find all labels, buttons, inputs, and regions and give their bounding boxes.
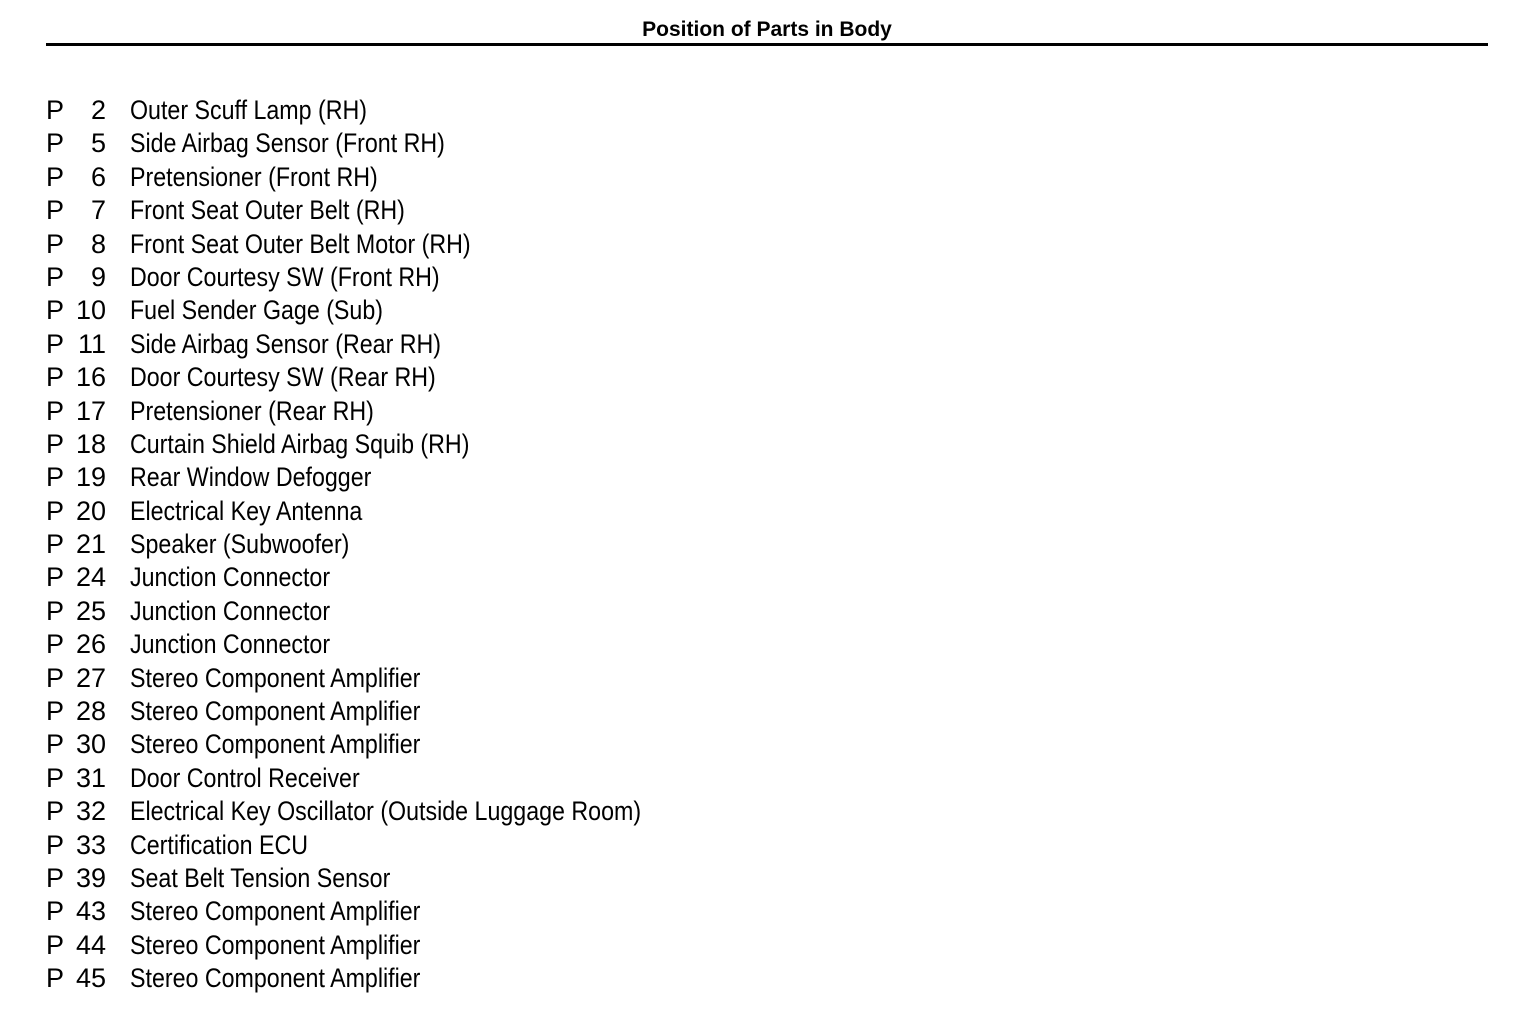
part-row — [46, 461, 946, 494]
part-prefix: P — [46, 295, 65, 326]
part-prefix: P — [46, 662, 65, 693]
part-number: 45 — [75, 963, 106, 994]
part-number: 16 — [75, 362, 106, 393]
part-number: 9 — [90, 261, 106, 292]
part-row — [46, 395, 946, 428]
part-name: Pretensioner (Front RH) — [130, 161, 378, 192]
part-row — [46, 228, 946, 261]
part-name: Front Seat Outer Belt Motor (RH) — [130, 228, 471, 259]
part-number: 6 — [90, 161, 106, 192]
part-number: 5 — [90, 128, 106, 159]
part-name: Electrical Key Antenna — [130, 495, 363, 526]
part-name: Door Control Receiver — [130, 762, 360, 793]
part-name: Rear Window Defogger — [130, 462, 372, 493]
part-row — [46, 495, 946, 528]
page-header — [46, 0, 1488, 46]
part-name: Outer Scuff Lamp (RH) — [130, 95, 368, 125]
part-prefix: P — [46, 395, 65, 426]
part-row — [46, 829, 946, 862]
part-prefix: P — [46, 462, 65, 493]
part-row — [46, 361, 946, 394]
part-row — [46, 127, 946, 160]
part-row — [46, 728, 946, 761]
part-number: 33 — [75, 829, 106, 860]
part-prefix: P — [46, 963, 65, 994]
part-prefix: P — [46, 762, 65, 793]
part-row — [46, 294, 946, 327]
part-prefix: P — [46, 929, 65, 960]
part-row — [46, 895, 946, 928]
part-prefix: P — [46, 128, 65, 159]
part-row — [46, 695, 946, 728]
part-prefix: P — [46, 362, 65, 393]
part-row — [46, 328, 946, 361]
part-name: Certification ECU — [130, 829, 309, 860]
part-row — [46, 962, 946, 995]
part-number: 44 — [75, 929, 106, 960]
part-number: 21 — [75, 529, 106, 560]
part-number: 27 — [75, 662, 106, 693]
part-number: 19 — [75, 462, 106, 493]
part-number: 39 — [75, 862, 106, 893]
part-name: Seat Belt Tension Sensor — [130, 862, 391, 893]
part-prefix: P — [46, 529, 65, 560]
part-number: 17 — [75, 395, 106, 426]
parts-list — [46, 94, 946, 996]
part-number: 10 — [75, 295, 106, 326]
part-row — [46, 929, 946, 962]
part-prefix: P — [46, 428, 65, 459]
page-title: Position of Parts in Body — [642, 18, 892, 41]
part-number: 32 — [75, 796, 106, 827]
part-prefix: P — [46, 595, 65, 626]
part-name: Stereo Component Amplifier — [130, 896, 421, 927]
part-prefix: P — [46, 696, 65, 727]
part-number: 7 — [90, 195, 106, 226]
part-row — [46, 662, 946, 695]
part-number: 30 — [75, 729, 106, 760]
part-name: Stereo Component Amplifier — [130, 963, 421, 994]
part-name: Side Airbag Sensor (Front RH) — [130, 128, 445, 159]
part-row — [46, 94, 946, 127]
part-prefix: P — [46, 161, 65, 192]
part-name: Stereo Component Amplifier — [130, 729, 421, 760]
part-number: 20 — [75, 495, 106, 526]
part-prefix: P — [46, 862, 65, 893]
part-name: Junction Connector — [130, 595, 331, 626]
part-number: 11 — [77, 328, 106, 359]
part-number: 24 — [75, 562, 106, 593]
part-prefix: P — [46, 95, 65, 125]
part-name: Side Airbag Sensor (Rear RH) — [130, 328, 442, 359]
part-name: Door Courtesy SW (Rear RH) — [130, 362, 436, 393]
part-prefix: P — [46, 562, 65, 593]
part-prefix: P — [46, 796, 65, 827]
part-name: Fuel Sender Gage (Sub) — [130, 295, 383, 326]
part-number: 28 — [75, 696, 106, 727]
part-number: 2 — [90, 95, 106, 125]
part-number: 26 — [75, 629, 106, 660]
part-row — [46, 428, 946, 461]
part-row — [46, 161, 946, 194]
part-prefix: P — [46, 629, 65, 660]
part-name: Front Seat Outer Belt (RH) — [130, 195, 405, 226]
part-row — [46, 528, 946, 561]
part-name: Junction Connector — [130, 562, 331, 593]
part-prefix: P — [46, 896, 65, 927]
part-number: 25 — [75, 595, 106, 626]
part-name: Pretensioner (Rear RH) — [130, 395, 374, 426]
part-row — [46, 261, 946, 294]
part-prefix: P — [46, 829, 65, 860]
part-name: Electrical Key Oscillator (Outside Luggage Room) — [130, 796, 642, 827]
part-prefix: P — [46, 495, 65, 526]
part-row — [46, 628, 946, 661]
part-name: Speaker (Subwoofer) — [130, 529, 350, 560]
part-number: 8 — [90, 228, 106, 259]
part-row — [46, 762, 946, 795]
part-row — [46, 595, 946, 628]
part-prefix: P — [46, 729, 65, 760]
part-row — [46, 862, 946, 895]
part-prefix: P — [46, 261, 65, 292]
part-row — [46, 194, 946, 227]
part-number: 43 — [75, 896, 106, 927]
part-row — [46, 561, 946, 594]
part-name: Stereo Component Amplifier — [130, 929, 421, 960]
part-name: Junction Connector — [130, 629, 331, 660]
part-row — [46, 795, 946, 828]
part-number: 31 — [75, 762, 106, 793]
part-name: Curtain Shield Airbag Squib (RH) — [130, 428, 470, 459]
part-prefix: P — [46, 195, 65, 226]
part-number: 18 — [75, 428, 106, 459]
part-prefix: P — [46, 228, 65, 259]
part-name: Stereo Component Amplifier — [130, 662, 421, 693]
part-name: Stereo Component Amplifier — [130, 696, 421, 727]
part-prefix: P — [46, 328, 65, 359]
part-name: Door Courtesy SW (Front RH) — [130, 261, 440, 292]
